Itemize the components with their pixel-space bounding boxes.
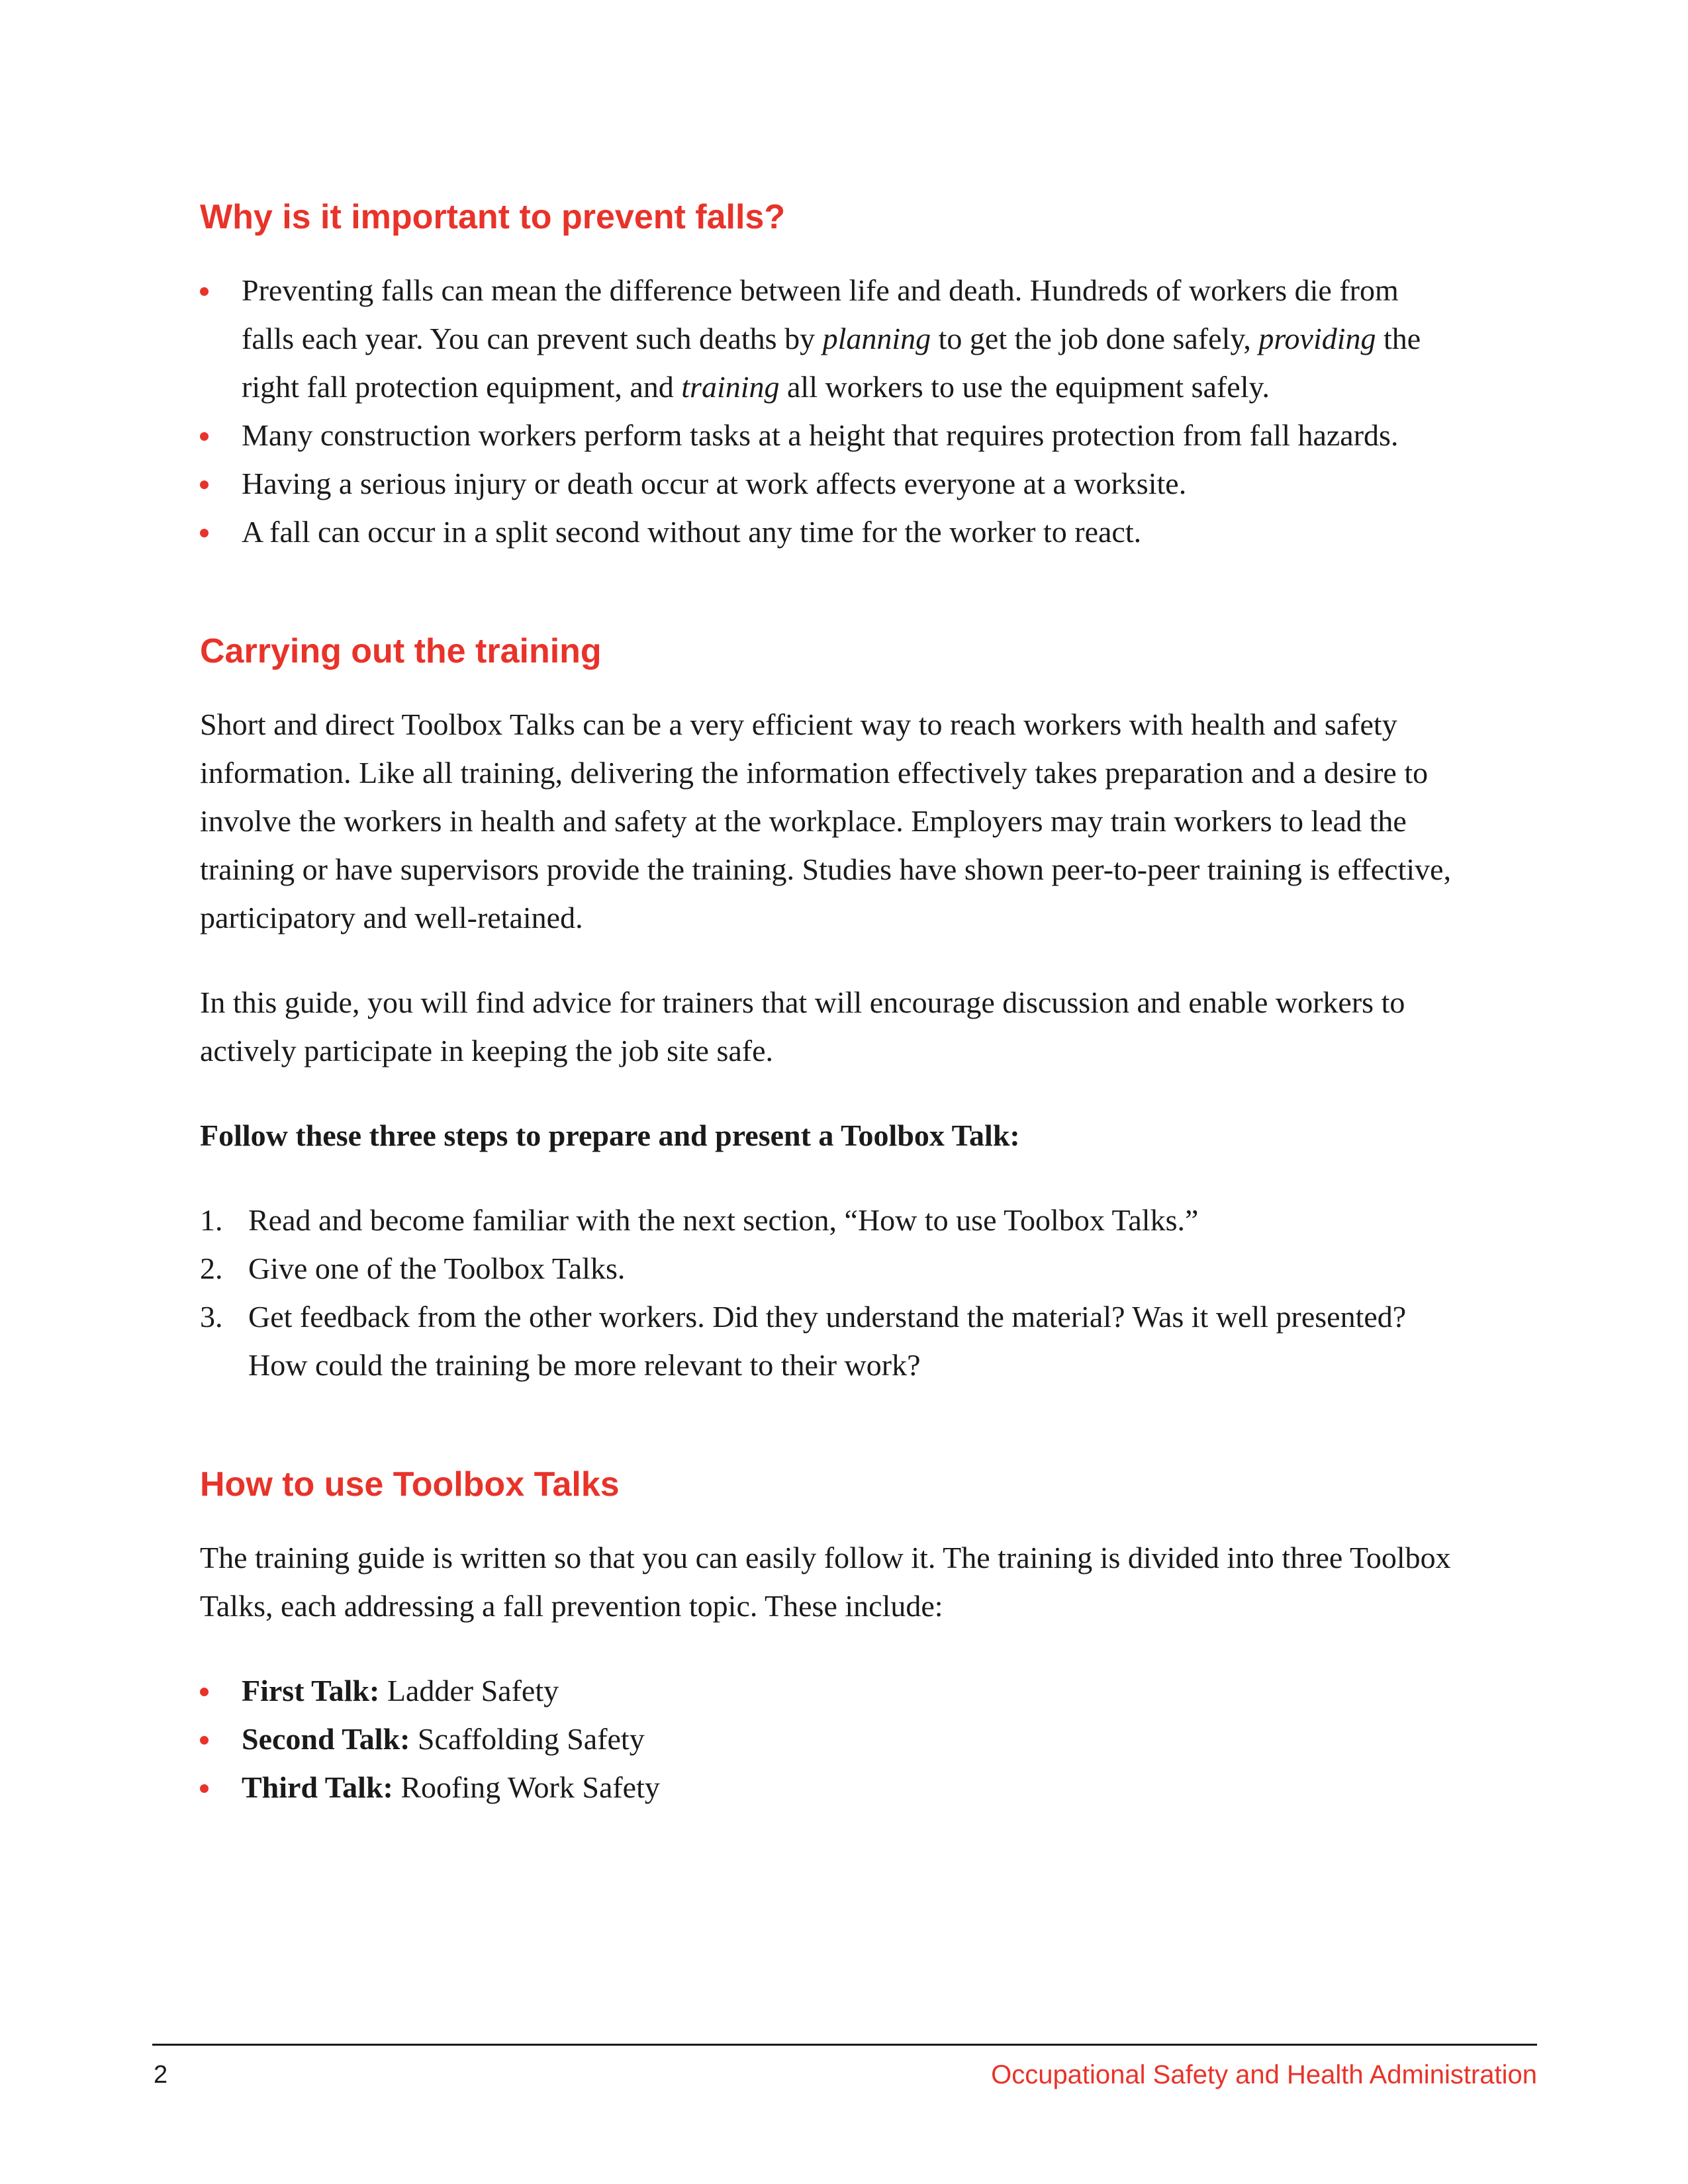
list-item	[200, 1666, 1458, 1715]
step-number: 2.	[200, 1251, 223, 1285]
bullet-dot	[200, 1784, 209, 1793]
talk-topic: Scaffolding Safety	[417, 1722, 645, 1756]
step-item	[200, 1293, 1458, 1389]
bullet-dot	[200, 1688, 209, 1696]
heading-how-to-use-toolbox-talks: How to use Toolbox Talks	[200, 1465, 620, 1504]
why-bullet-list	[200, 266, 1458, 556]
bullet-dot	[200, 529, 209, 537]
talk-label: Third Talk:	[242, 1770, 393, 1804]
step-number: 1.	[200, 1203, 223, 1237]
emphasis-providing: providing	[1258, 322, 1376, 355]
emphasis-training: training	[681, 370, 780, 404]
heading-why-prevent-falls: Why is it important to prevent falls?	[200, 198, 786, 236]
list-item: Preventing falls can mean the difference between life and death. Hundreds of workers die from falls each year. You can prevent such deaths by planning to get the job done safely, providing the right fall protection equipment, and training all workers to use the equipment safely.	[200, 266, 1458, 411]
heading-carrying-out-training: Carrying out the training	[200, 632, 602, 670]
bullet-dot	[200, 480, 209, 489]
talk-label: First Talk:	[242, 1674, 380, 1707]
bullet-dot	[200, 432, 209, 441]
talk-label: Second Talk:	[242, 1722, 410, 1756]
training-guide-paragraph: The training guide is written so that you can easily follow it. The training is divided into three Toolbox Talks, each addressing a fall prevention topic. These include:	[200, 1541, 1451, 1623]
talk-topic: Roofing Work Safety	[400, 1770, 660, 1804]
step-number: 3.	[200, 1300, 223, 1334]
emphasis-planning: planning	[822, 322, 931, 355]
footer-organization: Occupational Safety and Health Administration	[991, 2060, 1537, 2089]
guide-paragraph: In this guide, you will find advice for trainers that will encourage discussion and enable workers to actively participate in keeping the job site safe.	[200, 985, 1405, 1068]
step-item	[200, 1196, 1458, 1244]
footer-divider	[152, 2044, 1537, 2046]
talk-topic: Ladder Safety	[387, 1674, 559, 1707]
steps-list	[200, 1196, 1458, 1389]
page-number: 2	[154, 2061, 168, 2089]
training-paragraph: Short and direct Toolbox Talks can be a very efficient way to reach workers with health and safety information. Like all training, delivering the information effectively takes preparation and a desire to involve the workers in health and safety at the workplace. Employers may train workers to lead the training or have supervisors provide the training. Studies have shown peer-to-peer training is effective, participatory and well-retained.	[200, 707, 1452, 934]
bullet-dot	[200, 1736, 209, 1745]
steps-lead: Follow these three steps to prepare and present a Toolbox Talk:	[200, 1118, 1020, 1152]
step-text: Give one of the Toolbox Talks.	[248, 1251, 626, 1285]
step-text: Get feedback from the other workers. Did they understand the material? Was it well presented? How could the training be more relevant to their work?	[248, 1300, 1407, 1382]
page-content	[200, 196, 1458, 1811]
talks-list	[200, 1666, 1458, 1811]
list-item	[200, 1763, 1458, 1811]
step-text: Read and become familiar with the next section, “How to use Toolbox Talks.”	[248, 1203, 1199, 1237]
step-item	[200, 1244, 1458, 1293]
list-item: Many construction workers perform tasks at a height that requires protection from fall hazards.	[200, 411, 1458, 459]
list-item	[200, 1715, 1458, 1763]
list-item: A fall can occur in a split second without any time for the worker to react.	[200, 508, 1458, 556]
list-item: Having a serious injury or death occur at work affects everyone at a worksite.	[200, 459, 1458, 508]
bullet-dot	[200, 287, 209, 296]
